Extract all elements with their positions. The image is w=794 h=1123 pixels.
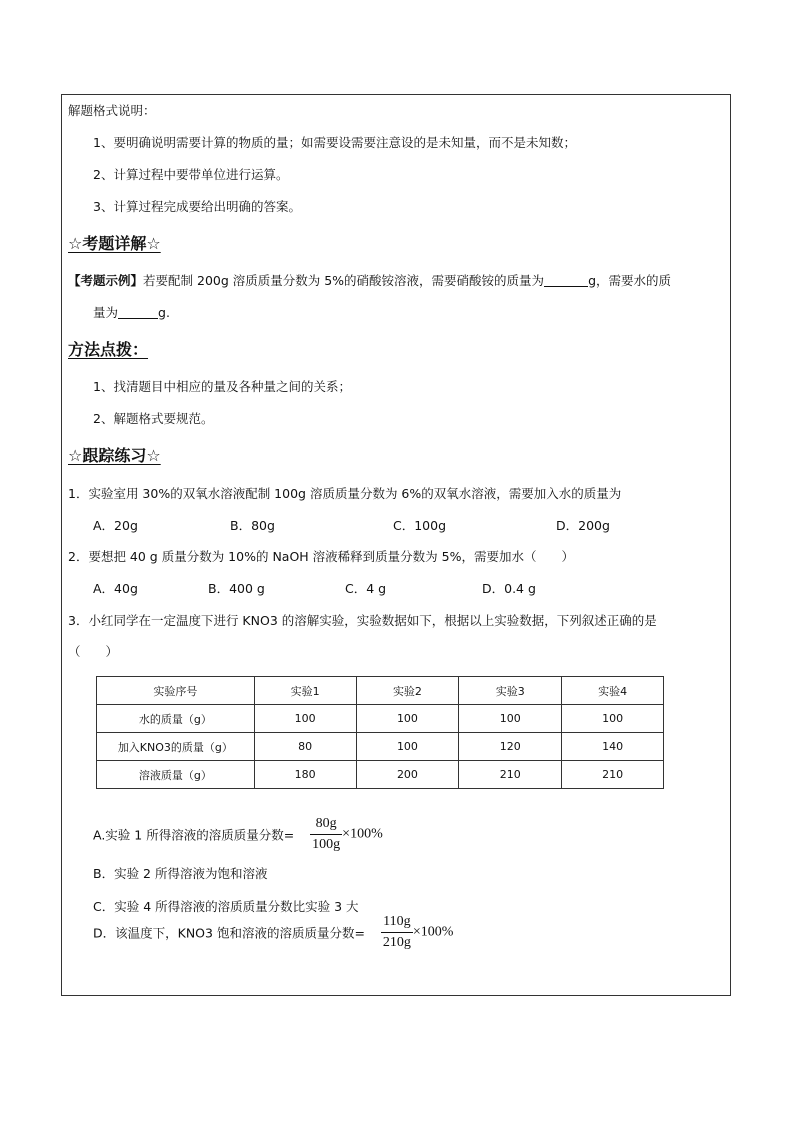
q3-option-a-fraction bbox=[310, 816, 342, 853]
q2-option-c[interactable]: C．4 g bbox=[345, 581, 387, 596]
table-cell: 溶液质量（g） bbox=[97, 761, 255, 789]
content-frame bbox=[61, 94, 731, 996]
example-line-2 bbox=[93, 305, 170, 321]
q3-option-b[interactable]: B．实验 2 所得溶液为饱和溶液 bbox=[93, 866, 268, 881]
q1-option-a[interactable]: A．20g bbox=[93, 518, 138, 533]
table-cell: 水的质量（g） bbox=[97, 705, 255, 733]
q3-paren: （ ） bbox=[68, 644, 119, 659]
fraction-denominator: 210g bbox=[382, 935, 411, 950]
intro-point-2: 2、计算过程中要带单位进行运算。 bbox=[93, 167, 289, 182]
table-cell: 80 bbox=[254, 733, 356, 761]
q3-stem: 3．小红同学在一定温度下进行 KNO3 的溶解实验，实验数据如下，根据以上实验数据，下列叙述正确的是 bbox=[68, 613, 657, 628]
answer-blank-2[interactable] bbox=[118, 306, 158, 319]
section-title-exam-detail: ☆考题详解☆ bbox=[68, 234, 161, 253]
example-label: 【考题示例】 bbox=[68, 273, 144, 288]
fraction-denominator: 100g bbox=[312, 837, 341, 852]
q3-option-a[interactable] bbox=[93, 816, 383, 853]
method-point-1: 1、找清题目中相应的量及各种量之间的关系； bbox=[93, 379, 351, 394]
q3-option-d-text: D．该温度下，KNO3 饱和溶液的溶质质量分数= bbox=[93, 925, 365, 941]
fraction-multiplier: ×100% bbox=[412, 924, 454, 940]
table-header-row bbox=[97, 677, 664, 705]
answer-blank-1[interactable] bbox=[544, 274, 588, 287]
fraction-multiplier: ×100% bbox=[342, 826, 383, 842]
table-cell: 100 bbox=[562, 705, 664, 733]
q3-option-c[interactable]: C．实验 4 所得溶液的溶质质量分数比实验 3 大 bbox=[93, 899, 359, 914]
q1-option-b[interactable]: B．80g bbox=[230, 518, 275, 533]
table-header-cell: 实验4 bbox=[562, 677, 664, 705]
table-row bbox=[97, 761, 664, 789]
example-text-a: 若要配制 200g 溶质质量分数为 5%的硝酸铵溶液，需要硝酸铵的质量为 bbox=[143, 273, 545, 288]
q2-stem: 2．要想把 40 g 质量分数为 10%的 NaOH 溶液稀释到质量分数为 5%，需要加水（ ） bbox=[68, 549, 574, 564]
q1-option-c[interactable]: C．100g bbox=[393, 518, 447, 533]
table-cell: 100 bbox=[356, 705, 459, 733]
q2-option-d[interactable]: D．0.4 g bbox=[482, 581, 536, 596]
table-header-cell: 实验2 bbox=[356, 677, 459, 705]
section-title-practice: ☆跟踪练习☆ bbox=[68, 446, 161, 465]
table-cell: 180 bbox=[254, 761, 356, 789]
q3-option-a-text: A.实验 1 所得溶液的溶质质量分数= bbox=[93, 827, 295, 843]
table-cell: 210 bbox=[562, 761, 664, 789]
table-header-cell: 实验1 bbox=[254, 677, 356, 705]
table-cell: 加入KNO3的质量（g） bbox=[97, 733, 255, 761]
q2-option-b[interactable]: B．400 g bbox=[208, 581, 265, 596]
fraction-numerator: 110g bbox=[381, 914, 413, 933]
table-cell: 140 bbox=[562, 733, 664, 761]
intro-point-3: 3、计算过程完成要给出明确的答案。 bbox=[93, 199, 301, 214]
example-text-b: 量为 bbox=[93, 305, 119, 320]
table-cell: 100 bbox=[459, 705, 562, 733]
table-row bbox=[97, 733, 664, 761]
table-cell: 120 bbox=[459, 733, 562, 761]
method-point-2: 2、解题格式要规范。 bbox=[93, 411, 214, 426]
experiment-table bbox=[96, 676, 664, 789]
table-row bbox=[97, 705, 664, 733]
q3-option-d-fraction bbox=[381, 914, 413, 951]
table-cell: 100 bbox=[254, 705, 356, 733]
table-header-cell: 实验3 bbox=[459, 677, 562, 705]
intro-title: 解题格式说明： bbox=[68, 103, 156, 118]
table-cell: 100 bbox=[356, 733, 459, 761]
table-cell: 200 bbox=[356, 761, 459, 789]
intro-point-1: 1、要明确说明需要计算的物质的量；如需要设需要注意设的是未知量，而不是未知数； bbox=[93, 135, 576, 150]
table-cell: 210 bbox=[459, 761, 562, 789]
fraction-numerator: 80g bbox=[310, 816, 342, 835]
example-unit-a: g，需要水的质 bbox=[588, 273, 671, 288]
example-unit-b: g. bbox=[158, 305, 170, 320]
q2-option-a[interactable]: A．40g bbox=[93, 581, 138, 596]
table-header-cell: 实验序号 bbox=[97, 677, 255, 705]
q1-option-d[interactable]: D．200g bbox=[556, 518, 610, 533]
q1-stem: 1．实验室用 30%的双氧水溶液配制 100g 溶质质量分数为 6%的双氧水溶液，需要加入水的质量为 bbox=[68, 486, 622, 501]
example-line-1 bbox=[68, 273, 671, 289]
section-title-method-tips: 方法点拨： bbox=[68, 340, 149, 359]
q3-option-d[interactable] bbox=[93, 914, 453, 951]
